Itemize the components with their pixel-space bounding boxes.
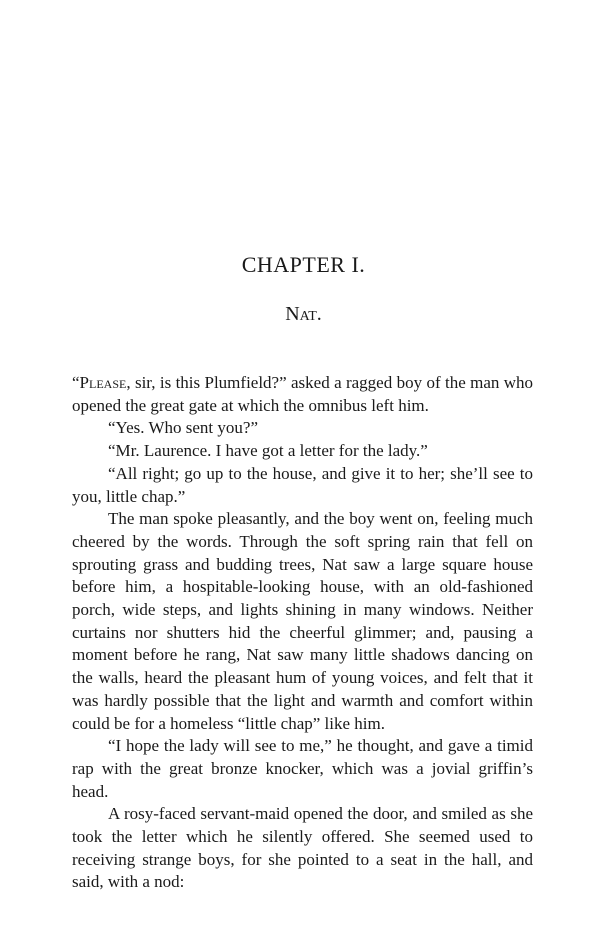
chapter-title: CHAPTER I. [241,252,366,277]
paragraph-5: The man spoke pleasantly, and the boy went on, feeling much cheered by the words. Through the soft spring rain that fell on sprouting grass and budding trees, Nat saw a large square house before him, a hospitable-looking house, with an old-fashioned porch, wide steps, and lights shining in many windows. Neither curtains nor shutters hid the cheerful glimmer; and, pausing a moment before he rang, Nat saw many little shadows dancing on the walls, heard the pleasant hum of young voices, and felt that it was hardly possible that the light and warmth and comfort within could be for a homeless “little chap” like him. [72,509,533,733]
paragraph-7: A rosy-faced servant-maid opened the door, and smiled as she took the letter which he silently offered. She seemed used to receiving strange boys, for she pointed to a seat in the hall, and said, with a nod: [72,804,533,892]
paragraph-2: “Yes. Who sent you?” [108,418,258,438]
paragraph-1 [72,372,533,417]
paragraph-6: “I hope the lady will see to me,” he thought, and gave a timid rap with the great bronze knocker, which was a jovial griffin’s head. [72,736,533,801]
paragraph-3: “Mr. Laurence. I have got a letter for the lady.” [108,441,428,461]
paragraph-text: , sir, is this Plumfield?” asked a ragged boy of the man who opened the great gate at which the omnibus left him. [72,373,533,415]
chapter-body [72,372,533,894]
chapter-subtitle: Nat. [285,303,322,325]
paragraph-lead-word: Please [79,373,127,392]
open-quote: “ [72,373,80,392]
paragraph-4: “All right; go up to the house, and give it to her; she’ll see to you, little chap.” [72,463,533,506]
